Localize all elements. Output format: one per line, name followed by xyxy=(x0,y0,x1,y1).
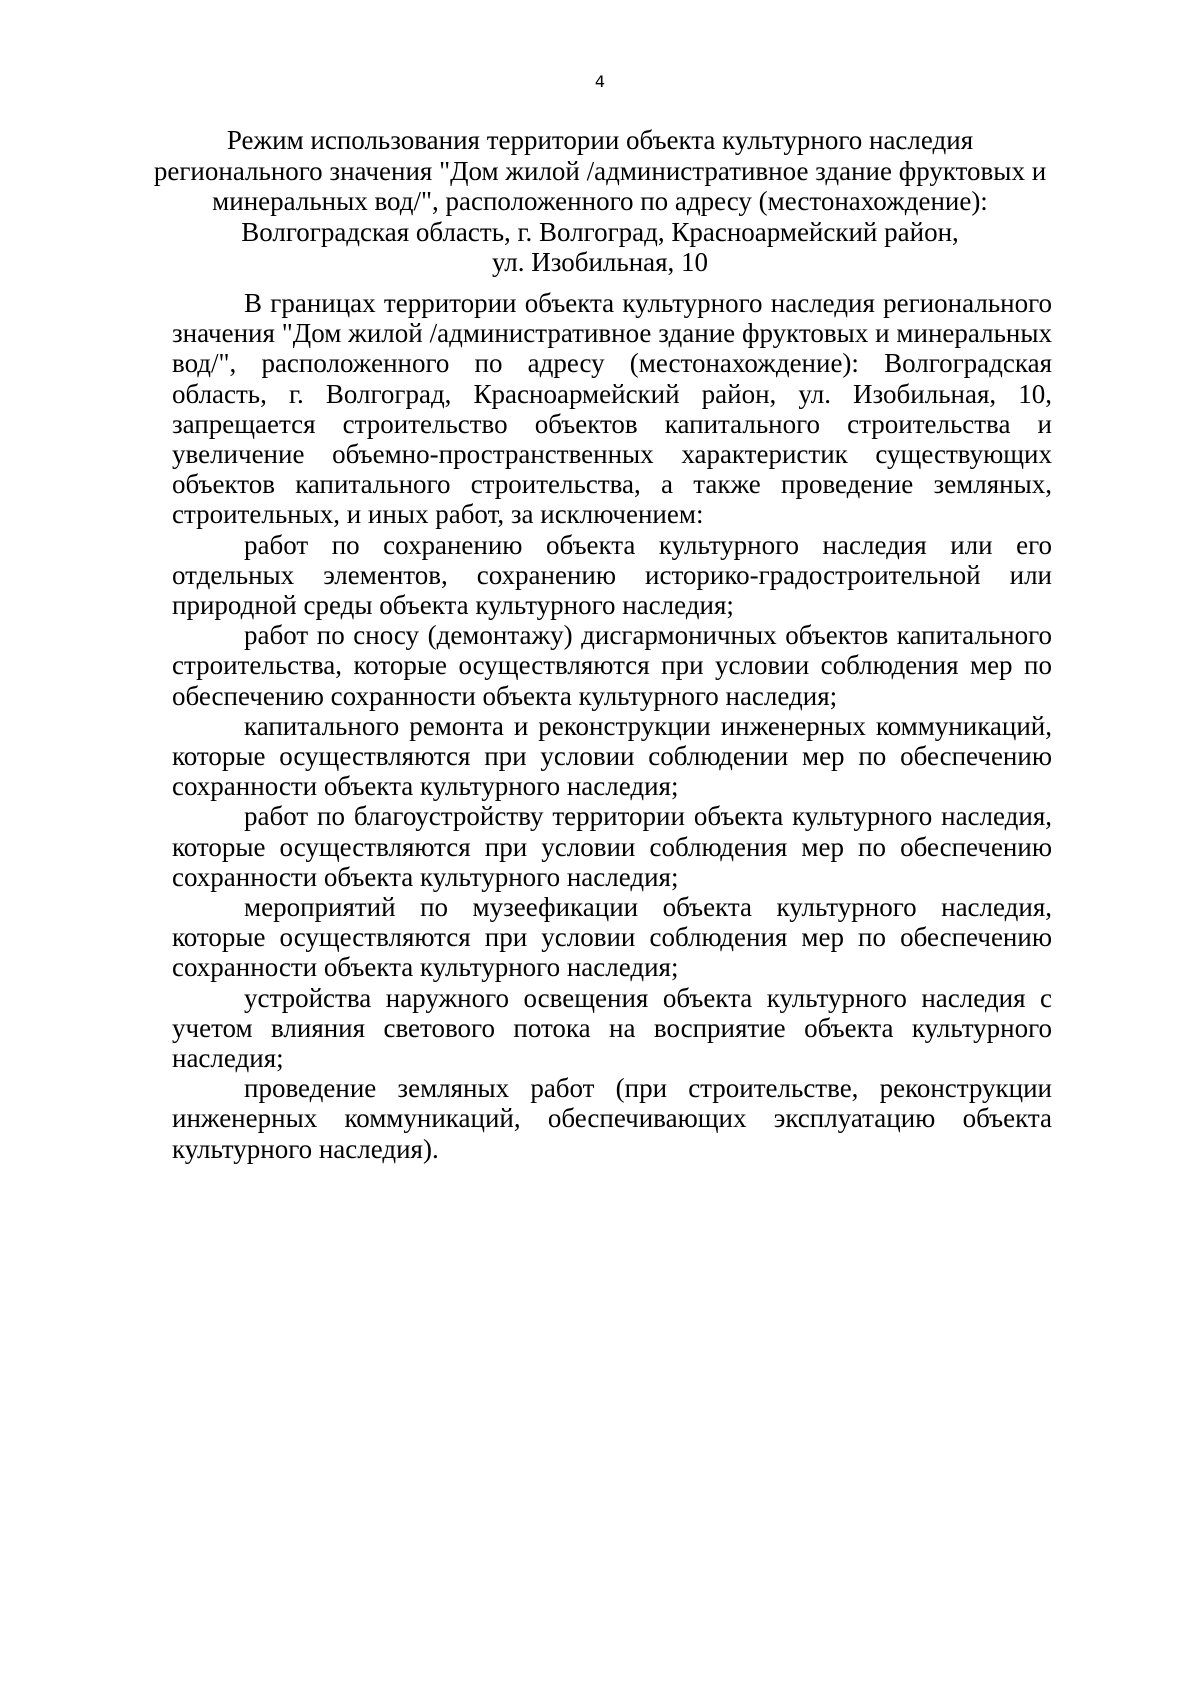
title-line: Режим использования территории объекта культурного наследия xyxy=(226,125,974,155)
title-line: минеральных вод/", расположенного по адресу (местонахождение): xyxy=(212,186,988,217)
exception-item: мероприятий по музеефикации объекта культурного наследия, которые осуществляются при условии соблюдения мер по обеспечению сохранности объекта культурного наследия; xyxy=(172,892,1052,983)
exception-item: работ по сносу (демонтажу) дисгармоничных объектов капитального строительства, которые осуществляются при условии соблюдения мер по обеспечению сохранности объекта культурного наследия; xyxy=(172,620,1052,711)
page-number: 4 xyxy=(594,72,606,91)
document-body xyxy=(172,288,1052,1164)
title-line: ул. Изобильная, 10 xyxy=(491,247,709,278)
title-line: регионального значения "Дом жилой /административное здание фруктовых и xyxy=(153,155,1047,186)
exception-item: работ по благоустройству территории объекта культурного наследия, которые осуществляются при условии соблюдения мер по обеспечению сохранности объекта культурного наследия; xyxy=(172,801,1052,892)
exception-item: капитального ремонта и реконструкции инженерных коммуникаций, которые осуществляются при условии соблюдении мер по обеспечению сохранности объекта культурного наследия; xyxy=(172,710,1052,802)
document-title xyxy=(150,125,1050,278)
exception-item: работ по сохранению объекта культурного наследия или его отдельных элементов, сохранению историко-градостроительной или природной среды объекта культурного наследия; xyxy=(172,529,1052,621)
exception-item: устройства наружного освещения объекта культурного наследия с учетом влияния светового потока на восприятие объекта культурного наследия; xyxy=(172,982,1052,1074)
title-line: Волгоградская область, г. Волгоград, Красноармейский район, xyxy=(241,216,959,247)
exception-item: проведение земляных работ (при строительстве, реконструкции инженерных коммуникаций, обеспечивающих эксплуатацию объекта культурного наследия). xyxy=(172,1073,1052,1164)
intro-paragraph: В границах территории объекта культурного наследия регионального значения "Дом жилой /административное здание фруктовых и минеральных вод/", расположенного по адресу (местонахождение): Волгоградская область, г. Волгоград, Красноармейский район, ул. Изобильная, 10, запрещается строительство объектов капитального строительства и увеличение объемно-пространственных характеристик существующих объектов капитального строительства, а также проведение земляных, строительных, и иных работ, за исключением: xyxy=(172,288,1052,530)
